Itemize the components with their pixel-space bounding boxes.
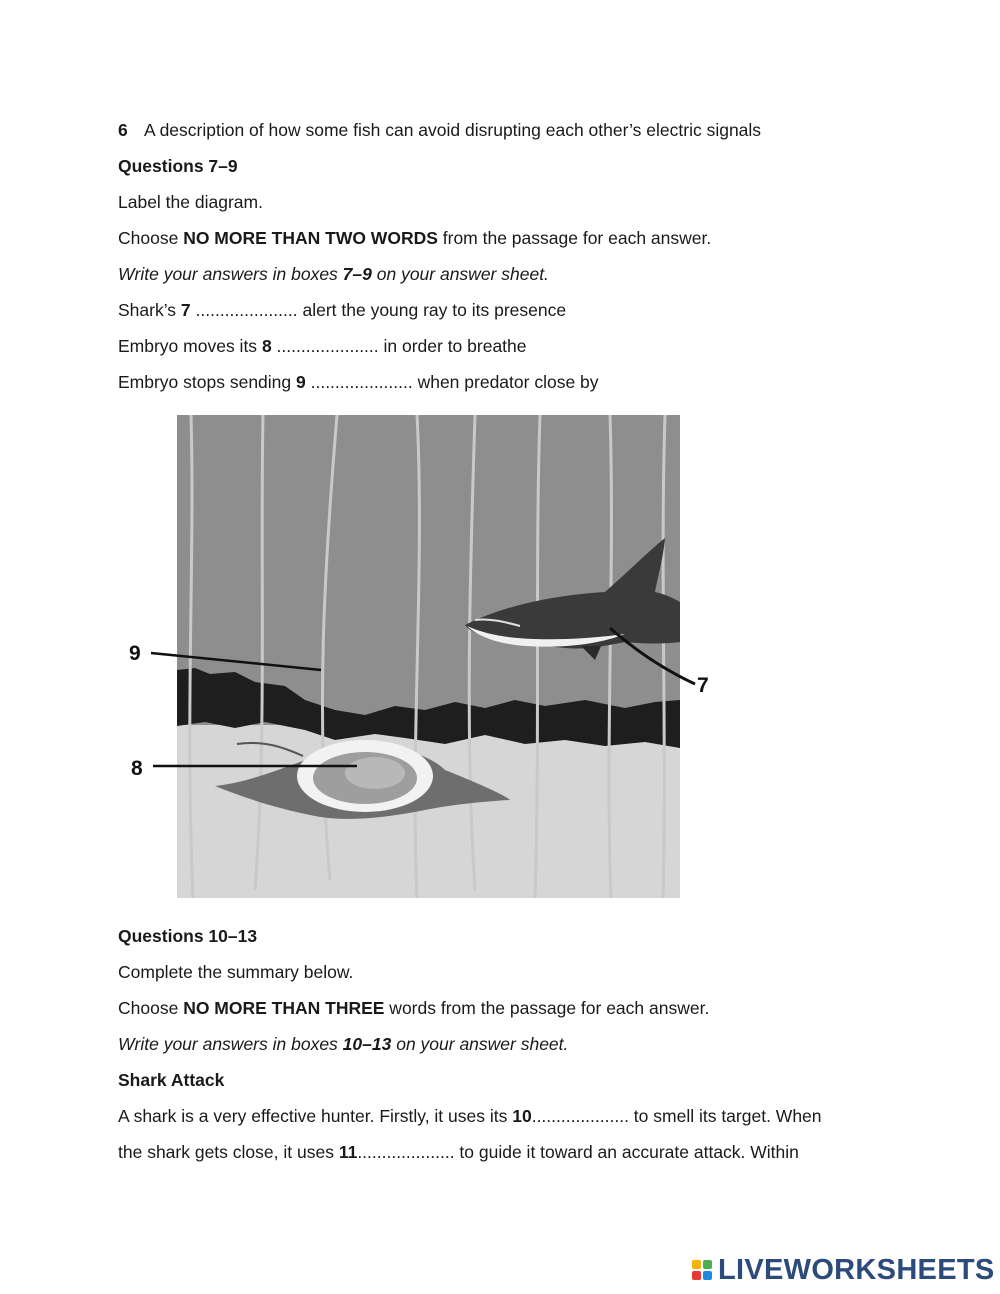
questions-7-9-heading: Questions 7–9: [118, 156, 238, 176]
choose-limit: NO MORE THAN THREE: [183, 998, 385, 1018]
label-7-number: 7: [180, 300, 191, 320]
write-text: Write your answers in boxes: [118, 264, 343, 284]
choose-limit: NO MORE THAN TWO WORDS: [183, 228, 438, 248]
questions-10-13-heading: Questions 10–13: [118, 926, 258, 946]
logo-text: LIVEWORKSHEETS: [718, 1254, 995, 1286]
blank-11[interactable]: .................... to guide it toward an accurate attack. Within: [357, 1142, 799, 1162]
label-8-blank[interactable]: ..................... in order to breathe: [271, 336, 527, 356]
summary-text: the shark gets close, it uses: [118, 1142, 339, 1162]
label-7-line: [118, 299, 566, 321]
diagram-label-8: 8: [131, 757, 143, 780]
choose-text: Choose: [118, 998, 184, 1018]
logo-icon: [692, 1258, 716, 1282]
label-8-line: [118, 335, 527, 357]
label-instruction: Label the diagram.: [118, 192, 263, 212]
shark-ray-diagram: [125, 410, 725, 902]
label-8-number: 8: [261, 336, 272, 356]
write-text: Write your answers in boxes: [118, 1034, 343, 1054]
write-instruction-1: [118, 263, 549, 285]
label-9-pre: Embryo stops sending: [118, 372, 297, 392]
write-range: 7–9: [342, 264, 372, 284]
label-9-blank[interactable]: ..................... when predator close by: [305, 372, 599, 392]
diagram-label-7: 7: [697, 674, 709, 697]
label-8-pre: Embryo moves its: [118, 336, 262, 356]
blank-10[interactable]: .................... to smell its target. When: [531, 1106, 822, 1126]
question-6-number: 6: [118, 120, 128, 140]
ocean-background: [177, 415, 680, 898]
summary-instruction: Complete the summary below.: [118, 962, 354, 982]
question-6: [118, 119, 761, 141]
blank-10-number: 10: [512, 1106, 532, 1126]
diagram-label-9: 9: [129, 642, 141, 665]
write-range: 10–13: [342, 1034, 392, 1054]
summary-text: A shark is a very effective hunter. Firstly, it uses its: [118, 1106, 513, 1126]
choose-instruction-2: [118, 997, 709, 1019]
label-7-pre: Shark’s: [118, 300, 181, 320]
question-6-text: A description of how some fish can avoid disrupting each other’s electric signals: [144, 120, 762, 140]
label-7-blank[interactable]: ..................... alert the young ray to its presence: [190, 300, 567, 320]
choose-text-end: words from the passage for each answer.: [384, 998, 710, 1018]
summary-line-1: [118, 1105, 822, 1127]
choose-instruction-1: [118, 227, 711, 249]
blank-11-number: 11: [338, 1142, 358, 1162]
liveworksheets-logo[interactable]: [692, 1255, 995, 1285]
summary-line-2: [118, 1141, 799, 1163]
choose-text-end: from the passage for each answer.: [437, 228, 712, 248]
write-text-end: on your answer sheet.: [371, 264, 549, 284]
label-9-line: [118, 371, 599, 393]
label-9-number: 9: [296, 372, 306, 392]
write-text-end: on your answer sheet.: [391, 1034, 569, 1054]
choose-text: Choose: [118, 228, 184, 248]
summary-title: Shark Attack: [118, 1070, 225, 1090]
write-instruction-2: [118, 1033, 568, 1055]
